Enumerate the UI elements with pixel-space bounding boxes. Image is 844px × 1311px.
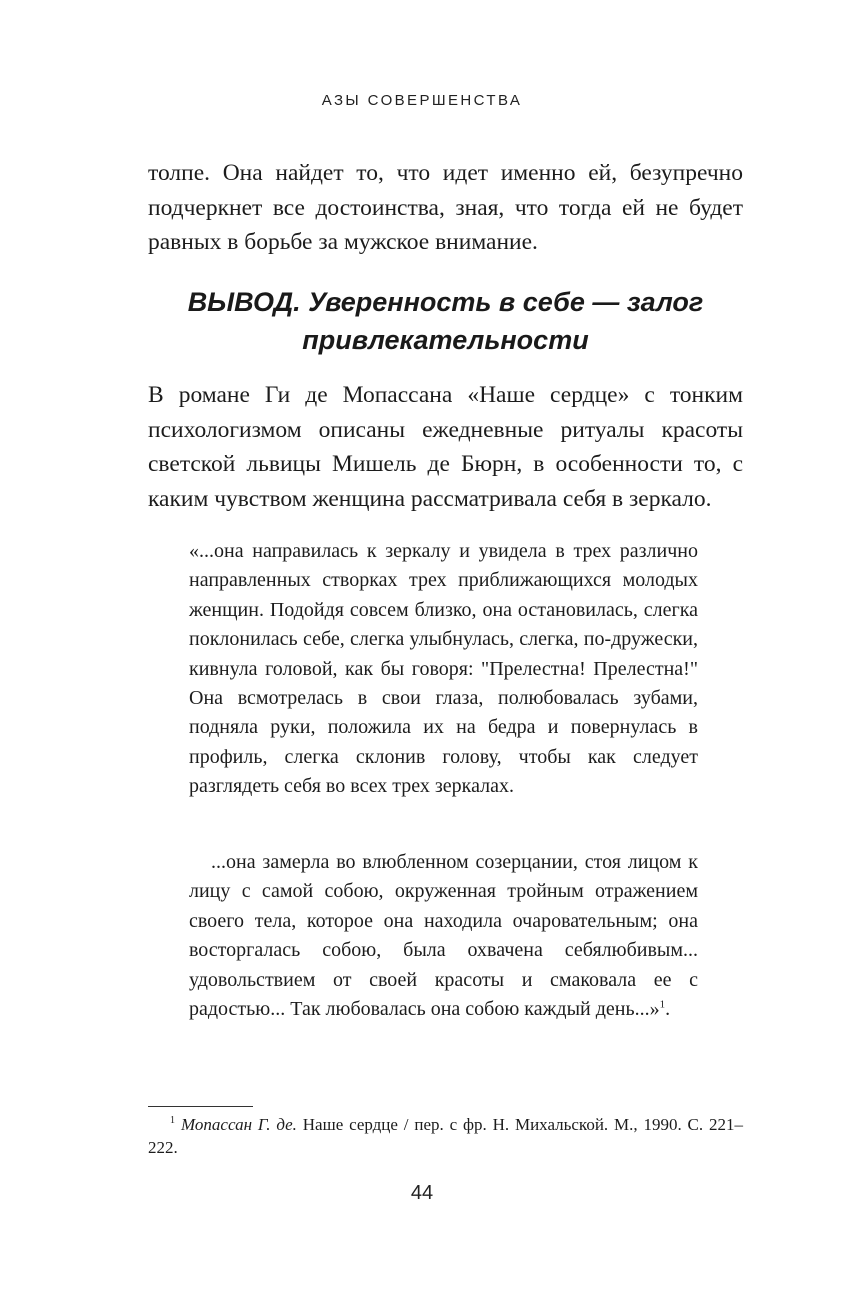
footnote-divider xyxy=(148,1106,253,1107)
footnote-author: Мопассан Г. де. xyxy=(181,1115,297,1134)
footnote-reference[interactable]: 1 xyxy=(659,998,666,1011)
footnote-text: Наше сердце / пер. с фр. Н. Михальской. М., 1990. С. 221–222. xyxy=(148,1115,743,1157)
footnote-number: 1 xyxy=(170,1115,175,1127)
section-heading-line-2: привлекательности xyxy=(302,325,589,355)
section-heading-line-1: ВЫВОД. Уверенность в себе — залог xyxy=(187,287,704,317)
section-heading xyxy=(148,283,743,359)
running-head: АЗЫ СОВЕРШЕНСТВА xyxy=(321,92,523,109)
quote-paragraph-1: «...она направилась к зеркалу и увидела в трех различно направленных створках трех приближающихся молодых женщин. Подойдя совсем близко, она остановилась, слегка поклонилась себе, слегка улыбнулась, слегка, по-дружески, кивнула головой, как бы говоря: "Прелестна! Прелестна!" Она всмотрелась в свои глаза, полюбовалась зубами, подняла руки, положила их на бедра и повернулась в профиль, слегка склонив голову, чтобы как следует разглядеть себя во всех трех зеркалах. xyxy=(189,540,698,798)
body-paragraph-continuation: толпе. Она найдет то, что идет именно ей, безупречно подчеркнет все достоинства, зная, что тогда ей не будет равных в борьбе за мужское внимание. xyxy=(148,160,743,255)
footnote xyxy=(148,1113,743,1159)
quote-paragraph-2-text: ...она замерла во влюбленном созерцании, стоя лицом к лицу с самой собою, окруженная тройным отражением своего тела, которое она находила очаровательным; она восторгалась собою, была охвачена себялюбивым... удовольствием от своей красоты и смаковала ее с радостью... Так любовалась она собою каждый день...» xyxy=(189,851,698,1021)
quote-paragraph-2: ...она замерла во влюбленном созерцании, стоя лицом к лицу с самой собою, окруженная тройным отражением своего тела, которое она находила очаровательным; она восторгалась собою, была охвачена себялюбивым... удовольствием от своей красоты и смаковала ее с радостью... Так любовалась она собою каждый день...»$^1$. xyxy=(189,851,698,1021)
body-paragraph-intro: В романе Ги де Мопассана «Наше сердце» с тонким психологизмом описаны ежедневные ритуалы красоты светской львицы Мишель де Бюрн, в особенности то, с каким чувством женщина рассматривала себя в зеркало. xyxy=(148,382,743,512)
page-number: 44 xyxy=(410,1182,434,1204)
